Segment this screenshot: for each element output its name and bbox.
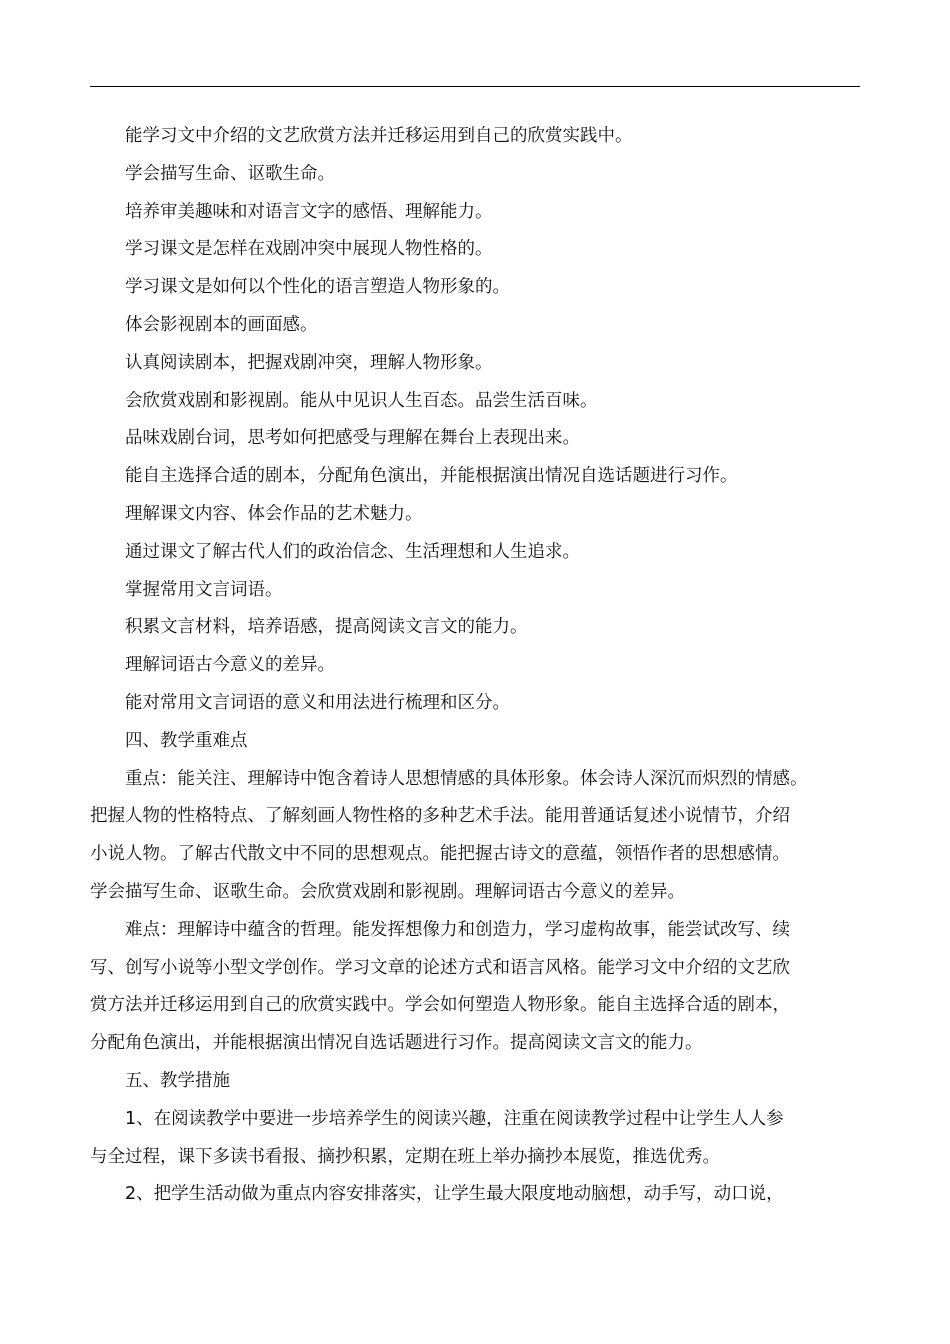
objective-line: 认真阅读剧本，把握戏剧冲突，理解人物形象。 xyxy=(125,352,493,373)
header-rule xyxy=(90,86,860,87)
section-heading-teaching-measures: 五、教学措施 xyxy=(125,1070,230,1091)
difficult-points-line: 分配角色演出，并能根据演出情况自选话题进行习作。提高阅读文言文的能力。 xyxy=(90,1033,703,1054)
objective-line: 会欣赏戏剧和影视剧。能从中见识人生百态。品尝生活百味。 xyxy=(125,390,598,411)
difficult-points-line: 难点：理解诗中蕴含的哲理。能发挥想像力和创造力，学习虚构故事，能尝试改写、续 xyxy=(125,919,790,940)
key-points-line: 学会描写生命、讴歌生命。会欣赏戏剧和影视剧。理解词语古今意义的差异。 xyxy=(90,881,685,902)
objective-line: 体会影视剧本的画面感。 xyxy=(125,314,318,335)
measure-2-paragraph xyxy=(90,1176,860,1214)
objective-line: 学习课文是如何以个性化的语言塑造人物形象的。 xyxy=(125,277,510,298)
difficult-points-line: 赏方法并迁移运用到自己的欣赏实践中。学会如何塑造人物形象。能自主选择合适的剧本， xyxy=(90,995,790,1016)
objective-line: 学会描写生命、讴歌生命。 xyxy=(125,163,335,184)
document-body xyxy=(90,118,860,1214)
objective-line: 学习课文是怎样在戏剧冲突中展现人物性格的。 xyxy=(125,239,493,260)
objective-line: 能对常用文言词语的意义和用法进行梳理和区分。 xyxy=(125,692,510,713)
objective-line: 通过课文了解古代人们的政治信念、生活理想和人生追求。 xyxy=(125,541,580,562)
measure-1-line: 1、在阅读教学中要进一步培养学生的阅读兴趣，注重在阅读教学过程中让学生人人参 xyxy=(125,1108,784,1129)
objective-line: 理解课文内容、体会作品的艺术魅力。 xyxy=(125,503,423,524)
measure-1-line: 与全过程，课下多读书看报、摘抄积累，定期在班上举办摘抄本展览，推选优秀。 xyxy=(90,1146,720,1167)
objective-line: 掌握常用文言词语。 xyxy=(125,579,283,600)
key-points-line: 把握人物的性格特点、了解刻画人物性格的多种艺术手法。能用普通话复述小说情节，介绍 xyxy=(90,806,790,827)
key-points-paragraph xyxy=(90,761,860,912)
objective-line: 能自主选择合适的剧本，分配角色演出，并能根据演出情况自选话题进行习作。 xyxy=(125,466,738,487)
objective-line: 理解词语古今意义的差异。 xyxy=(125,655,335,676)
objective-line: 能学习文中介绍的文艺欣赏方法并迁移运用到自己的欣赏实践中。 xyxy=(125,126,633,146)
key-points-line: 重点：能关注、理解诗中饱含着诗人思想情感的具体形象。体会诗人深沉而炽烈的情感。 xyxy=(125,768,808,789)
key-points-line: 小说人物。了解古代散文中不同的思想观点。能把握古诗文的意蕴，领悟作者的思想感情。 xyxy=(90,844,790,865)
objective-line: 品味戏剧台词，思考如何把感受与理解在舞台上表现出来。 xyxy=(125,428,580,449)
section-heading-key-difficult-points: 四、教学重难点 xyxy=(125,730,248,751)
objective-line: 培养审美趣味和对语言文字的感悟、理解能力。 xyxy=(125,201,493,222)
objective-line: 积累文言材料，培养语感，提高阅读文言文的能力。 xyxy=(125,617,528,638)
measure-2-line: 2、把学生活动做为重点内容安排落实，让学生最大限度地动脑想，动手写，动口说， xyxy=(125,1184,784,1205)
difficult-points-line: 写、创写小说等小型文学创作。学习文章的论述方式和语言风格。能学习文中介绍的文艺欣 xyxy=(90,957,790,978)
measure-1-paragraph xyxy=(90,1101,860,1177)
difficult-points-paragraph xyxy=(90,912,860,1063)
